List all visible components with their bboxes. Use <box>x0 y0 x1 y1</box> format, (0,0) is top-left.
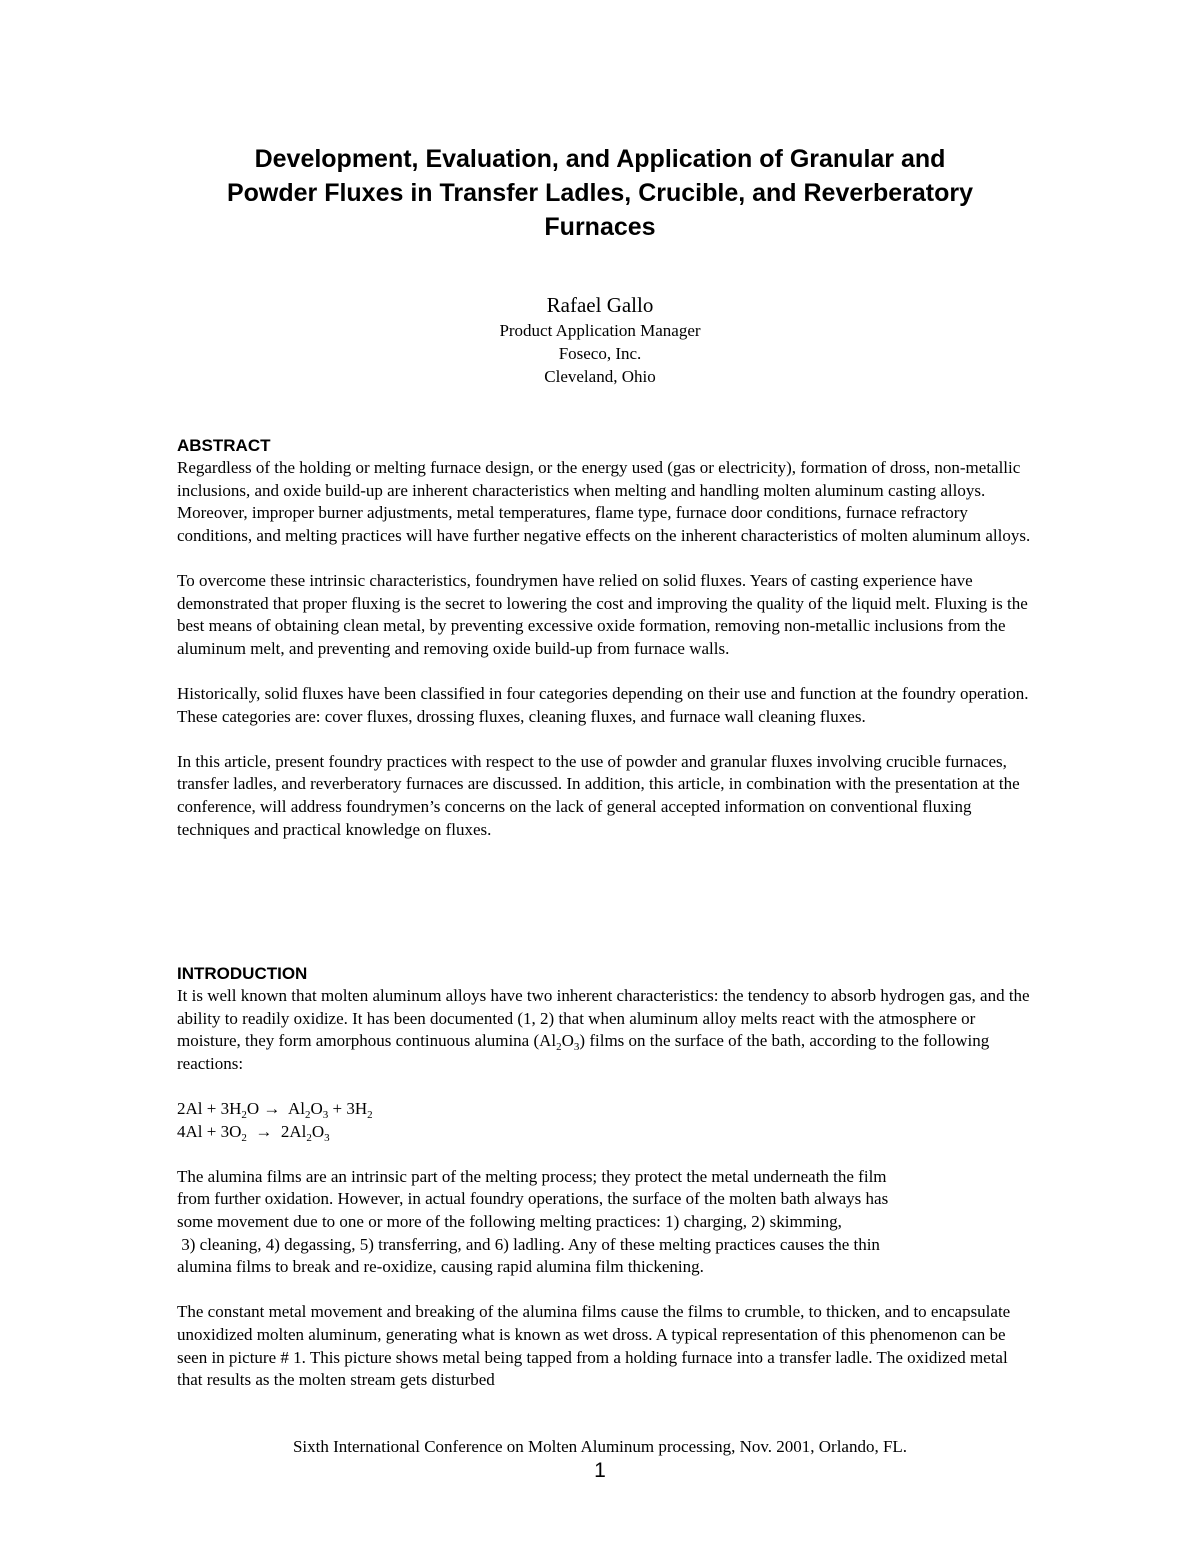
abstract-paragraph-4: In this article, present foundry practices with respect to the use of powder and granular fluxes involving crucible furnaces, transfer ladles, and reverberatory furnaces are discussed. In addition, this article, in combination with the presentation at the conference, will address foundrymen’s concerns on the lack of general accepted information on conventional fluxing techniques and practical knowledge on fluxes. <box>177 751 1020 839</box>
introduction-section <box>177 963 1037 1392</box>
equation-1: $2Al + 3H_2O \to Al_2O_3 + 3H_2$ <box>177 1098 373 1121</box>
paper-title <box>150 142 1050 244</box>
abstract-heading: ABSTRACT <box>177 436 271 455</box>
title-line-2: Powder Fluxes in Transfer Ladles, Crucible, and Reverberatory <box>226 179 974 207</box>
author-block <box>300 291 900 388</box>
introduction-paragraph-2: The alumina films are an intrinsic part of the melting process; they protect the metal underneath the film from further oxidation. However, in actual foundry operations, the surface of the molten bath always has some movement due to one or more of the following melting practices: 1) charging, 2) skimming, 3) cleaning, 4) degassing, 5) transferring, and 6) ladling. Any of these melting practices causes the thin alumina films to break and re-oxidize, causing rapid alumina film thickening. <box>177 1166 889 1277</box>
author-name: Rafael Gallo <box>546 293 654 317</box>
author-location: Cleveland, Ohio <box>544 367 656 386</box>
introduction-heading: INTRODUCTION <box>177 964 308 983</box>
introduction-paragraph-3: The constant metal movement and breaking of the alumina films cause the films to crumble, to thicken, and to encapsulate unoxidized molten aluminum, generating what is known as wet dross. A typical representation of this phenomenon can be seen in picture # 1. This picture shows metal being tapped from a holding furnace into a transfer ladle. The oxidized metal that results as the molten stream gets disturbed <box>177 1302 1011 1390</box>
equation-2: $4Al + 3O_2 \to 2Al_2O_3$ <box>177 1121 330 1144</box>
introduction-paragraph-1: It is well known that molten aluminum alloys have two inherent characteristics: the tendency to absorb hydrogen gas, and the ability to readily oxidize. It has been documented (1, 2) that when aluminum alloy melts react with the atmosphere or moisture, they form amorphous continuous alumina $(Al_2O_3)$ films on the surface of the bath, according to the following reactions: <box>177 986 1030 1073</box>
abstract-paragraph-2: To overcome these intrinsic characteristics, foundrymen have relied on solid fluxes. Years of casting experience have demonstrated that proper fluxing is the secret to lowering the cost and improving the quality of the liquid melt. Fluxing is the best means of obtaining clean metal, by preventing excessive oxide formation, removing non-metallic inclusions from the aluminum melt, and preventing and removing oxide build-up from furnace walls. <box>177 570 1028 658</box>
author-position: Product Application Manager <box>499 321 701 340</box>
page-number: 1 <box>594 1459 606 1482</box>
author-company: Foseco, Inc. <box>558 344 642 363</box>
abstract-paragraph-3: Historically, solid fluxes have been classified in four categories depending on their use and function at the foundry operation. These categories are: cover fluxes, drossing fluxes, cleaning fluxes, and furnace wall cleaning fluxes. <box>177 683 1029 726</box>
title-line-1: Development, Evaluation, and Application of Granular and <box>254 145 946 173</box>
abstract-paragraph-1: Regardless of the holding or melting furnace design, or the energy used (gas or electricity), formation of dross, non-metallic inclusions, and oxide build-up are inherent characteristics when melting and handling molten aluminum casting alloys. Moreover, improper burner adjustments, metal temperatures, flame type, furnace door conditions, furnace refractory conditions, and melting practices will have further negative effects on the inherent characteristics of molten aluminum alloys. <box>177 458 1031 545</box>
conference-footer: Sixth International Conference on Molten Aluminum processing, Nov. 2001, Orlando, FL. <box>292 1437 908 1456</box>
abstract-section <box>177 435 1037 841</box>
title-line-3: Furnaces <box>544 213 656 241</box>
